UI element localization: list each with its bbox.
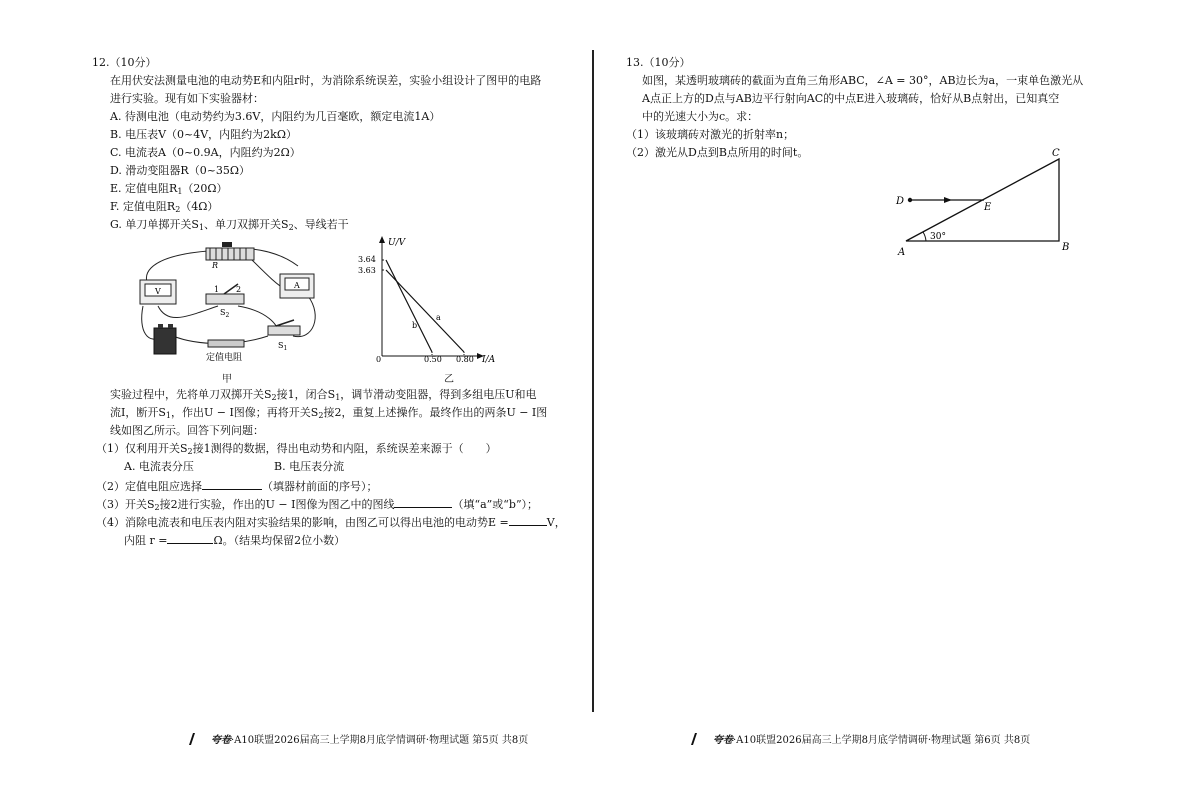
q12-process-line2: 流I，断开$S_1$，作出U − I图像；再将开关$S_2$接2，重复上述操作。最终作出的两条U − I图 <box>110 406 548 420</box>
ammeter-label: A <box>294 281 300 290</box>
graph-x2-tick: 0.80 <box>456 355 474 364</box>
footer-text: ·A10联盟2026届高三上学期8月底学情调研·物理试题 第6页 共8页 <box>733 735 1031 746</box>
s1-label: $S_1$ <box>278 341 288 352</box>
q12-item-c: C. 电流表A（0~0.9A，内阻约为2Ω） <box>110 146 301 159</box>
s2-pos1: 1 <box>214 285 220 294</box>
label-c: C <box>1052 148 1060 159</box>
q13-line1: 如图，某透明玻璃砖的截面为直角三角形ABC，∠A = 30°，AB边长为a，一束单色激光从 <box>642 74 1084 87</box>
q13-line3: 中的光速大小为c。求： <box>642 110 759 123</box>
q12-intro-line1: 在用伏安法测量电池的电动势E和内阻r时，为消除系统误差，实验小组设计了图甲的电路 <box>110 74 542 87</box>
left-footer <box>186 731 528 746</box>
q12-item-f: F. 定值电阻$R_2(4\Omega)$ <box>110 200 219 214</box>
label-a: A <box>898 247 906 258</box>
label-b: B <box>1062 242 1070 253</box>
graph-origin: 0 <box>376 355 382 364</box>
graph-line-b <box>386 260 432 352</box>
q13-sub1: （1）该玻璃砖对激光的折射率n； <box>626 128 795 141</box>
q12-sub4-line2: 内阻 r = Ω。（结果均保留2位小数） <box>124 534 346 547</box>
rheostat-label: R <box>212 261 219 270</box>
q12-intro-line2: 进行实验。现有如下实验器材： <box>110 92 264 105</box>
q13-sub2: （2）激光从D点到B点所用的时间t。 <box>626 146 809 159</box>
answer-blank-emf[interactable] <box>509 514 547 526</box>
label-e: E <box>984 202 992 213</box>
brand-logo-icon <box>186 732 208 746</box>
graph-label-a: a <box>436 313 441 322</box>
q12-item-d: D. 滑动变阻器R（0~35Ω） <box>110 164 251 177</box>
graph-y1-tick: 3.64 <box>358 255 376 264</box>
graph-y-axis-label: U/V <box>388 238 406 248</box>
triangle-figure <box>892 144 1082 260</box>
q12-sub2: （2）定值电阻应选择 （填器材前面的序号）； <box>96 480 378 493</box>
voltmeter-label: V <box>155 287 161 296</box>
angle-label: 30° <box>930 232 946 242</box>
q12-sub1: （1）仅利用开关$S_2$接1测得的数据，得出电动势和内阻，系统误差来源于（ ） <box>96 442 497 456</box>
brand-logo-icon <box>688 732 710 746</box>
graph-y2-tick: 3.63 <box>358 266 376 275</box>
s2-label: $S_2$ <box>220 308 230 319</box>
page-divider <box>592 50 594 712</box>
q12-sub3: （3）开关$S_2$接2进行实验，作出的U − I图像为图乙中的图线 （填“a”或“b”）； <box>96 498 539 512</box>
q12-sub4: （4）消除电流表和电压表内阻对实验结果的影响，由图乙可以得出电池的电动势E = V， <box>96 516 566 529</box>
q12-header: 12.（10分） <box>92 56 157 69</box>
point-d <box>908 198 912 202</box>
fixed-resistor-label: 定值电阻 <box>206 353 243 363</box>
graph-x-axis-label: I/A <box>482 355 496 364</box>
circuit-diagram <box>128 236 328 366</box>
footer-brand: 夸卷 <box>211 735 231 746</box>
footer-brand: 夸卷 <box>713 735 733 746</box>
answer-blank-resistance[interactable] <box>167 532 213 544</box>
ui-graph <box>356 232 506 364</box>
q12-item-a: A. 待测电池（电动势约为3.6V，内阻约为几百毫欧，额定电流1A） <box>110 110 441 123</box>
ray-arrow-icon <box>944 197 952 203</box>
q12-process-line1: 实验过程中，先将单刀双掷开关$S_2$接1，闭合$S_1$，调节滑动变阻器，得到多组电压U和电 <box>110 388 537 402</box>
q12-item-g: G. 单刀单掷开关$S_1$、单刀双掷开关$S_2$、导线若干 <box>110 218 349 232</box>
q12-sub1-option-a: A. 电流表分压 <box>124 460 194 473</box>
q12-process-line3: 线如图乙所示。回答下列问题： <box>110 424 264 437</box>
q12-item-b: B. 电压表V（0~4V，内阻约为2kΩ） <box>110 128 297 141</box>
right-footer <box>688 731 1030 746</box>
footer-text: ·A10联盟2026届高三上学期8月底学情调研·物理试题 第5页 共8页 <box>231 735 529 746</box>
graph-label-b: b <box>412 321 418 330</box>
figure-yi-caption: 乙 <box>444 374 454 385</box>
answer-blank-line[interactable] <box>394 496 452 508</box>
q12-sub1-option-b: B. 电压表分流 <box>274 460 345 473</box>
answer-blank-resistor[interactable] <box>202 478 262 490</box>
s2-pos2: 2 <box>236 285 242 294</box>
q13-line2: A点正上方的D点与AB边平行射向AC的中点E进入玻璃砖，恰好从B点射出，已知真空 <box>642 92 1060 105</box>
label-d: D <box>896 196 905 207</box>
q12-item-e: E. 定值电阻$R_1(20\Omega)$ <box>110 182 228 196</box>
right-page <box>596 0 1178 800</box>
graph-x1-tick: 0.50 <box>424 355 442 364</box>
q13-header: 13.（10分） <box>626 56 691 69</box>
figure-jia-caption: 甲 <box>222 374 232 385</box>
